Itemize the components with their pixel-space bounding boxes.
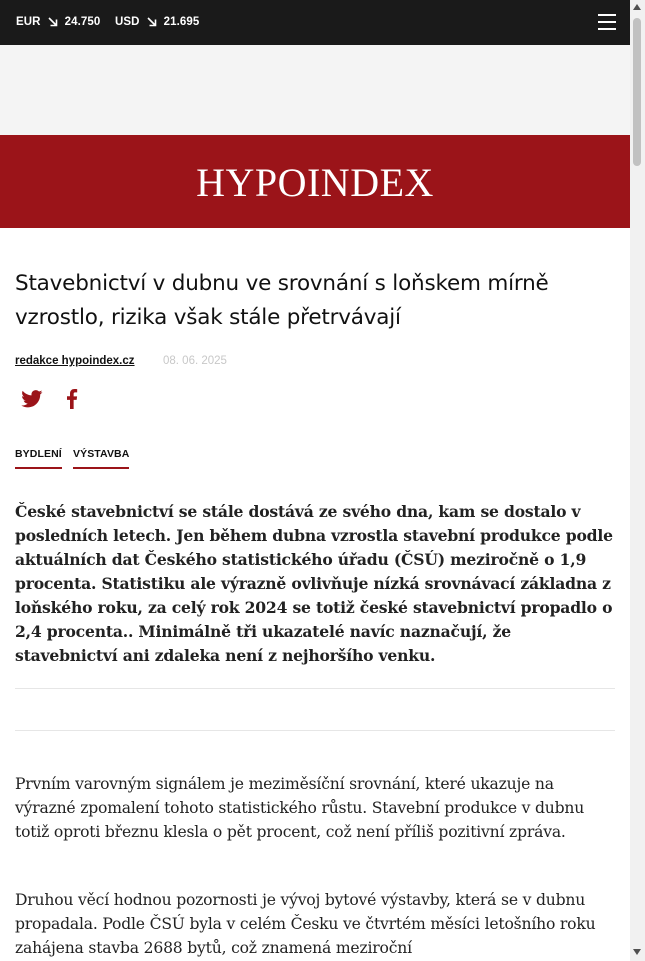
article-perex: České stavebnictví se stále dostává ze svého dna, kam se dostalo v posledních letech. Jen během dubna vzrostla stavební produkce podle aktuálních dat Českého statistického úřadu (ČSÚ) meziročně o 1,9 procenta. Statistiku ale výrazně ovlivňuje nízká srovnávací základna z loňského roku, za celý rok 2024 se totiž české stavebnictví propadlo o 2,4 procenta.. Minimálně tři ukazatelé navíc naznačují, že stavebnictví ani zdaleka není z nejhoršího venku.	[15, 502, 613, 665]
facebook-share-button[interactable]	[60, 388, 84, 410]
rate-value: 21.695	[163, 16, 200, 28]
exchange-rate-usd	[115, 16, 199, 28]
exchange-rate-eur	[16, 16, 100, 28]
down-right-arrow-icon	[146, 16, 158, 28]
site-logo[interactable]: HYPOINDEX	[196, 159, 434, 205]
publish-date: 08. 06. 2025	[163, 355, 227, 367]
top-bar	[0, 0, 630, 45]
tag-vystavba[interactable]: VÝSTAVBA	[73, 448, 129, 469]
brand-bar	[0, 135, 630, 228]
hamburger-menu-icon[interactable]	[598, 14, 616, 30]
article-paragraph: Druhou věcí hodnou pozornosti je vývoj bytové výstavby, která se v dubnu propadala. Podle ČSÚ byla v celém Česku ve čtvrtém měsíci letošního roku zahájena stavba 2688 bytů, což znamená meziroční	[15, 891, 596, 957]
author-link[interactable]: redakce hypoindex.cz	[15, 355, 135, 367]
facebook-icon	[66, 389, 78, 409]
scroll-up-arrow-icon[interactable]	[633, 4, 641, 10]
currency-label: EUR	[16, 16, 41, 28]
rate-value: 24.750	[64, 16, 101, 28]
divider	[15, 688, 615, 689]
twitter-share-button[interactable]	[20, 388, 44, 410]
down-right-arrow-icon	[47, 16, 59, 28]
divider	[15, 730, 615, 731]
scrollbar-thumb[interactable]	[633, 18, 641, 166]
currency-label: USD	[115, 16, 140, 28]
article-title: Stavebnictví v dubnu ve srovnání s loňskem mírně vzrostlo, rizika však stále přetrvávají	[15, 271, 549, 330]
vertical-scrollbar[interactable]	[630, 0, 645, 961]
twitter-icon	[21, 390, 43, 408]
ad-space	[0, 45, 630, 135]
article-paragraph: Prvním varovným signálem je meziměsíční srovnání, které ukazuje na výrazné zpomalení tohoto statistického růstu. Stavební produkce v dubnu totiž oproti březnu klesla o pět procent, což není příliš pozitivní zpráva.	[15, 775, 585, 841]
scroll-down-arrow-icon[interactable]	[633, 949, 641, 955]
tag-bydleni[interactable]: BYDLENÍ	[15, 448, 62, 469]
